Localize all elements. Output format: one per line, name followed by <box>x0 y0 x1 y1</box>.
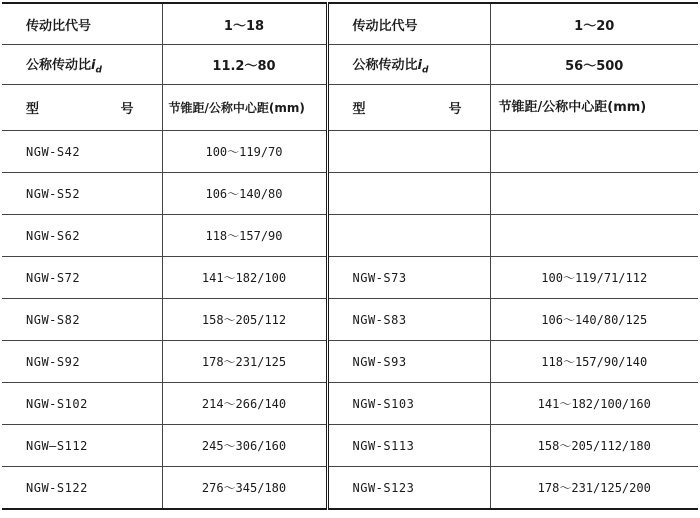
left-distance-cell: 141～182/100 <box>162 257 327 299</box>
left-nominal-ratio-value: 11.2～80 <box>162 45 327 85</box>
table-row <box>2 383 698 425</box>
left-model-header-char2: 号 <box>120 102 134 117</box>
left-model-cell: NGW-S102 <box>2 383 162 425</box>
right-distance-cell <box>490 173 698 215</box>
right-distance-cell: 100～119/71/112 <box>490 257 698 299</box>
right-model-header <box>327 85 490 131</box>
header-row-columns <box>2 85 698 131</box>
right-nominal-ratio-label <box>327 45 490 85</box>
right-nominal-ratio-value: 56～500 <box>490 45 698 85</box>
right-model-cell <box>327 173 490 215</box>
left-ratio-code-label: 传动比代号 <box>2 3 162 45</box>
right-ratio-code-value: 1～20 <box>490 3 698 45</box>
right-model-cell: NGW-S123 <box>327 467 490 510</box>
right-ratio-symbol-sub: d <box>421 65 429 76</box>
right-model-cell: NGW-S113 <box>327 425 490 467</box>
left-distance-cell: 118～157/90 <box>162 215 327 257</box>
left-nominal-ratio-label <box>2 45 162 85</box>
right-ratio-code-label: 传动比代号 <box>327 3 490 45</box>
left-distance-cell: 276～345/180 <box>162 467 327 510</box>
left-ratio-symbol <box>91 57 102 76</box>
right-model-cell: NGW-S83 <box>327 299 490 341</box>
right-distance-cell <box>490 215 698 257</box>
left-distance-cell: 158～205/112 <box>162 299 327 341</box>
left-model-cell: NGW-S82 <box>2 299 162 341</box>
left-model-cell: NGW-S92 <box>2 341 162 383</box>
right-distance-cell: 106～140/80/125 <box>490 299 698 341</box>
left-distance-cell: 106～140/80 <box>162 173 327 215</box>
left-ratio-symbol-sub: d <box>95 65 102 76</box>
right-distance-cell <box>490 131 698 173</box>
left-nominal-ratio-text: 公称传动比 <box>26 57 92 73</box>
table-row <box>2 299 698 341</box>
left-model-header-char1: 型 <box>26 102 40 117</box>
right-model-cell: NGW-S103 <box>327 383 490 425</box>
table-row <box>2 131 698 173</box>
left-distance-header <box>162 85 327 131</box>
right-ratio-symbol-letter: i <box>417 57 422 73</box>
left-distance-cell: 245～306/160 <box>162 425 327 467</box>
spec-sheet <box>2 2 698 512</box>
right-distance-cell: 178～231/125/200 <box>537 481 651 495</box>
left-distance-cell: 178～231/125 <box>162 341 327 383</box>
right-nominal-ratio-text: 公称传动比 <box>352 57 418 73</box>
reducer-spec-table <box>2 2 698 510</box>
left-distance-cell: 214～266/140 <box>162 383 327 425</box>
table-row <box>2 341 698 383</box>
left-model-cell: NGW-S62 <box>2 215 162 257</box>
right-distance-cell: 158～205/112/180 <box>490 425 698 467</box>
left-model-cell: NGW-S122 <box>2 467 162 510</box>
right-ratio-symbol <box>417 57 429 76</box>
header-row-nominal-ratio <box>2 45 698 85</box>
left-ratio-symbol-letter: i <box>91 57 96 73</box>
right-model-cell: NGW-S93 <box>327 341 490 383</box>
left-model-cell: NGW—S112 <box>2 425 162 467</box>
table-row <box>2 215 698 257</box>
right-distance-cell: 118～157/90/140 <box>490 341 698 383</box>
left-model-cell: NGW-S72 <box>2 257 162 299</box>
right-model-cell: NGW-S73 <box>327 257 490 299</box>
right-model-cell <box>327 131 490 173</box>
left-model-cell: NGW-S52 <box>2 173 162 215</box>
left-model-cell: NGW-S42 <box>2 131 162 173</box>
right-distance-cell: 141～182/100/160 <box>490 383 698 425</box>
left-model-header <box>2 85 162 131</box>
right-model-header-char2: 号 <box>448 102 462 117</box>
left-ratio-code-value: 1～18 <box>162 3 327 45</box>
left-distance-cell: 100～119/70 <box>162 131 327 173</box>
left-distance-header-text: 节锥距/公称中心距(mm) <box>168 101 305 115</box>
table-row <box>2 257 698 299</box>
header-row-ratio-code <box>2 3 698 45</box>
table-row <box>2 173 698 215</box>
right-model-cell <box>327 215 490 257</box>
right-model-header-char1: 型 <box>352 102 366 117</box>
right-distance-header: 节锥距/公称中心距(mm) <box>490 85 698 131</box>
table-row <box>2 425 698 467</box>
table-row <box>2 467 698 510</box>
